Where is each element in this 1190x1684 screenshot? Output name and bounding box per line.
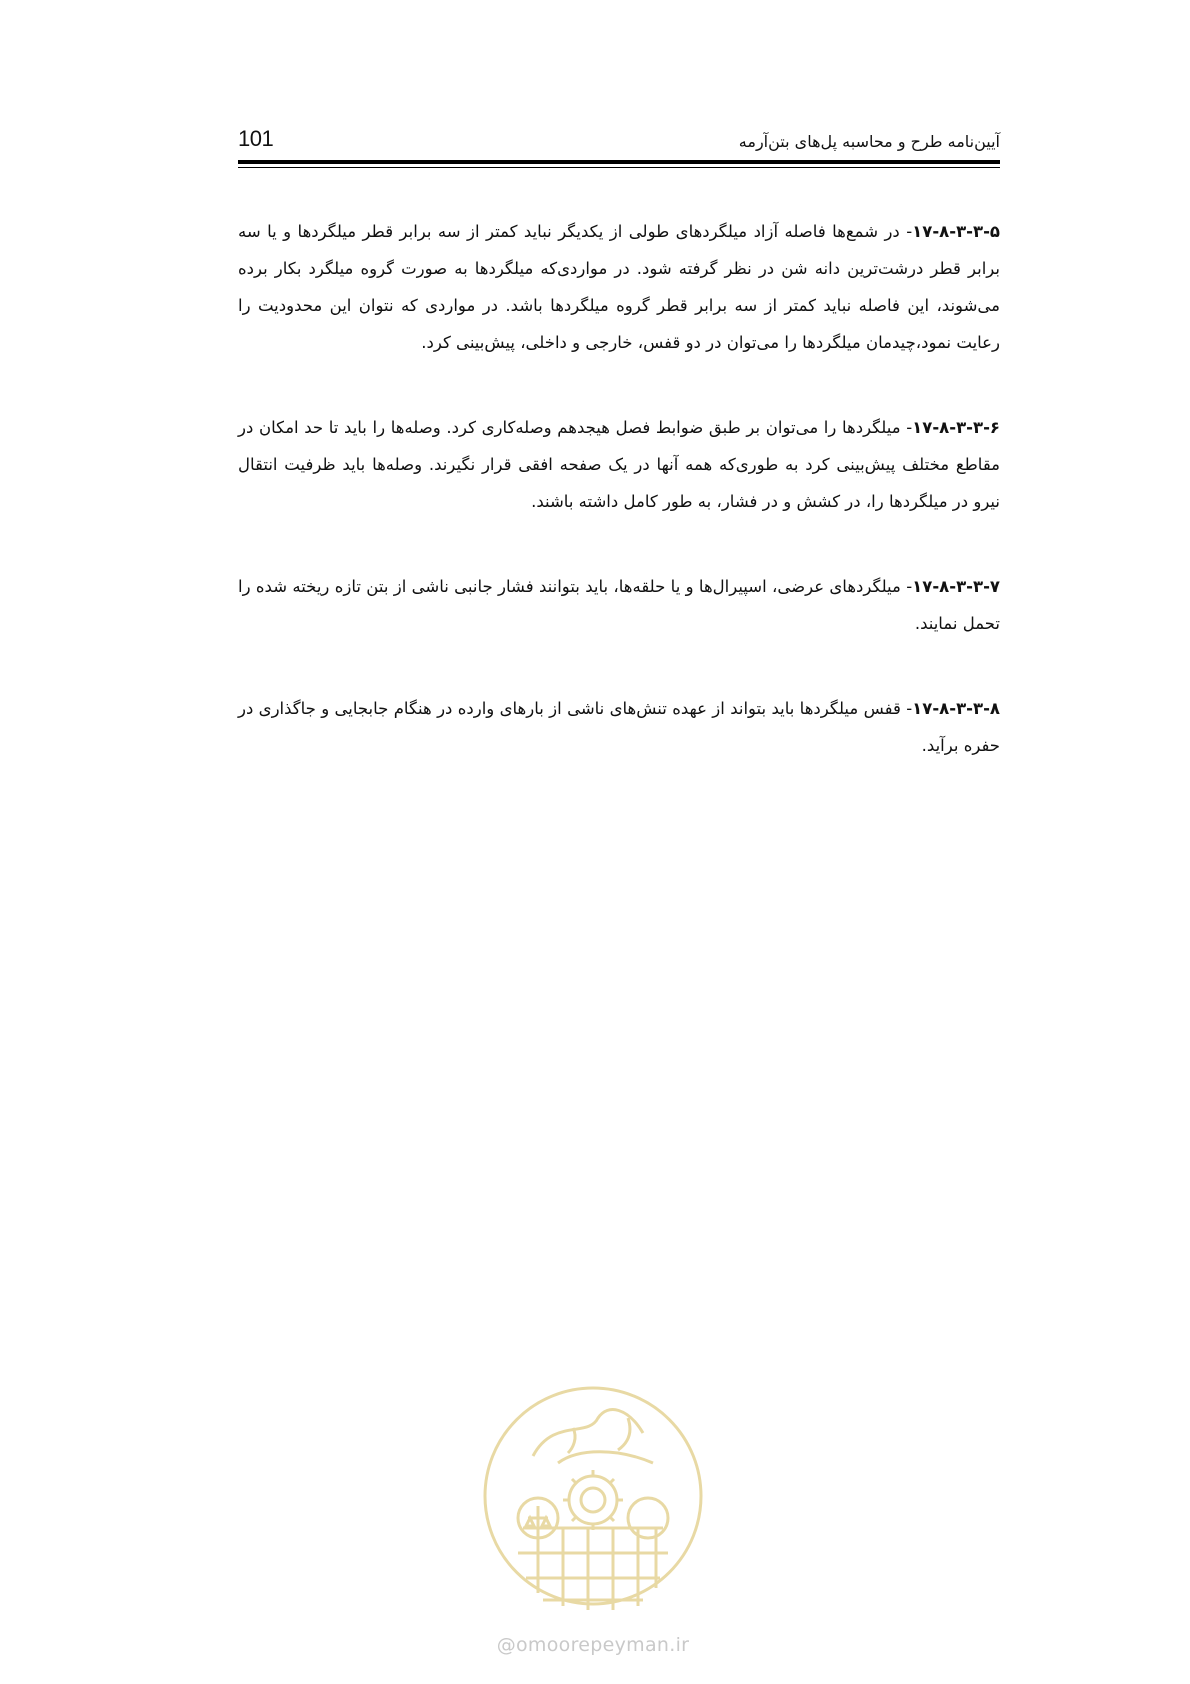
paragraph-text: - میلگردهای عرضی، اسپیرال‌ها و یا حلقه‌ها، باید بتوانند فشار جانبی ناشی از بتن تازه ریخته شده را تحمل نمایند.: [238, 577, 1000, 633]
watermark-url: @omoorepeyman.ir: [496, 1634, 690, 1656]
running-title: آیین‌نامه طرح و محاسبه پل‌های بتن‌آرمه: [738, 132, 1000, 151]
header-rule-thin: [238, 167, 1000, 168]
paragraph-number: ۱۷-۸-۳-۳-۵: [912, 222, 1000, 241]
paragraph-text: - قفس میلگردها باید بتواند از عهده تنش‌های ناشی از بارهای وارده در هنگام جابجایی و جاگذاری در حفره برآید.: [238, 699, 1000, 755]
paragraph-5: [238, 213, 1000, 361]
document-body: [238, 213, 1000, 812]
paragraph-text: - در شمع‌ها فاصله آزاد میلگردهای طولی از یکدیگر نباید کمتر از سه برابر قطر میلگردها و یا سه برابر قطر درشت‌ترین دانه شن در نظر گرفته شود. در مواردی‌که میلگردها به صورت گروه میلگرد بکار برده می‌شوند، این فاصله نباید کمتر از سه برابر قطر گروه میلگردها باشد. در مواردی که نتوان این محدودیت را رعایت نمود،چیدمان میلگردها را می‌توان در دو قفس، خارجی و داخلی، پیش‌بینی کرد.: [238, 222, 1000, 352]
paragraph-text: - میلگردها را می‌توان بر طبق ضوابط فصل هیجدهم وصله‌کاری کرد. وصله‌ها را باید تا حد امکان در مقاطع مختلف پیش‌بینی کرد به طوری‌که همه آنها در یک صفحه افقی قرار نگیرند. وصله‌ها باید ظرفیت انتقال نیرو در میلگردها را، در کشش و در فشار، به طور کامل داشته باشند.: [238, 418, 1000, 511]
watermark: [478, 1378, 708, 1668]
paragraph-number: ۱۷-۸-۳-۳-۸: [912, 699, 1000, 718]
paragraph-8: [238, 690, 1000, 764]
page-number: 101: [238, 126, 274, 151]
watermark-logo: [478, 1378, 708, 1628]
paragraph-7: [238, 568, 1000, 642]
paragraph-number: ۱۷-۸-۳-۳-۶: [912, 418, 1000, 437]
header-rule-thick: [238, 160, 1000, 164]
paragraph-6: [238, 409, 1000, 520]
page-header: [238, 120, 1000, 164]
paragraph-number: ۱۷-۸-۳-۳-۷: [912, 577, 1000, 596]
